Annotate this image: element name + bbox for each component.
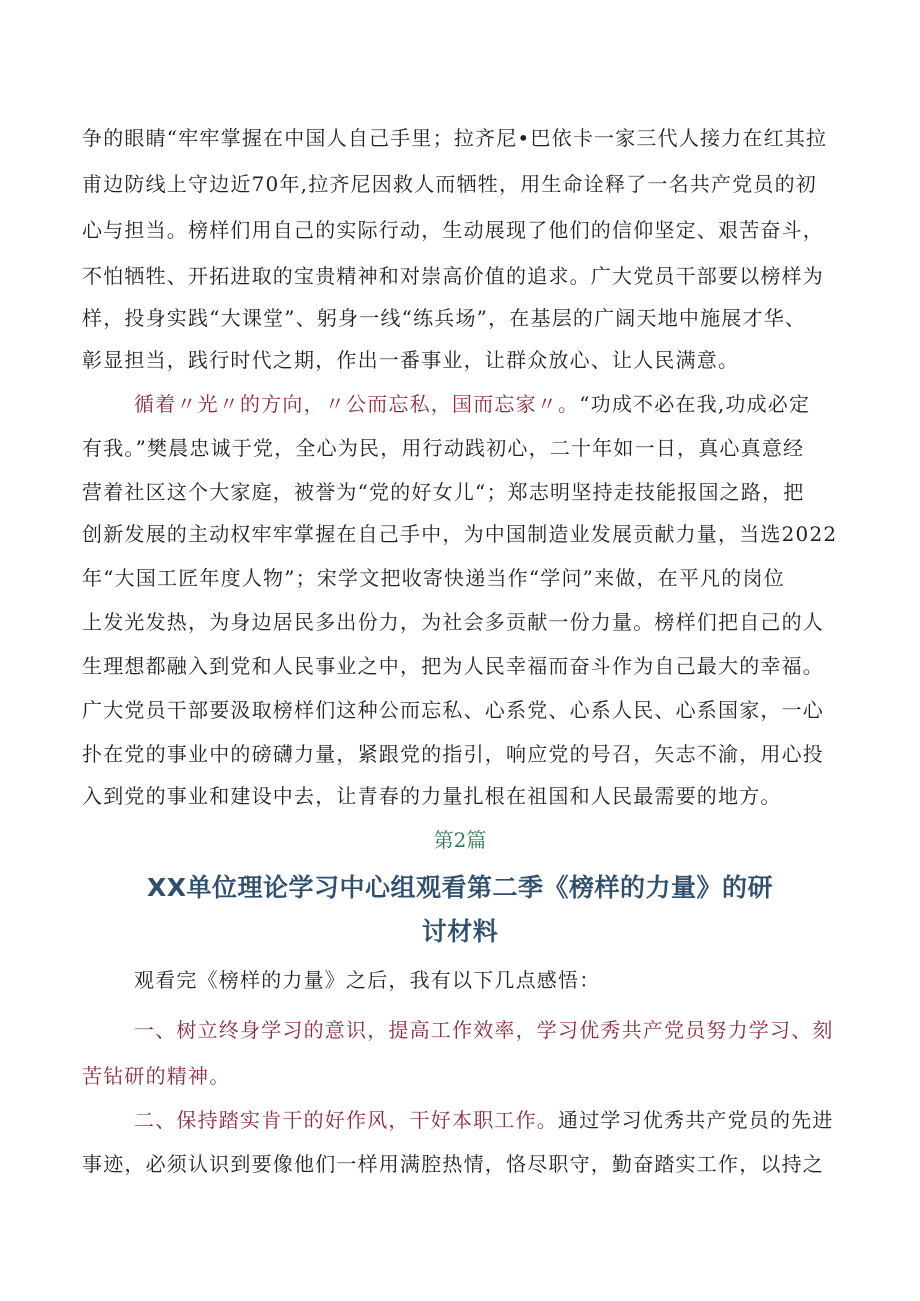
paragraph2-first-line [134, 390, 810, 418]
paragraph-line: 生理想都融入到党和人民事业之中，把为人民幸福而奋斗作为自己最大的幸福。 [82, 654, 824, 678]
paragraph-line: 心与担当。榜样们用自己的实际行动，生动展现了他们的信仰坚定、艰苦奋斗， [82, 218, 824, 242]
paragraph-line: 入到党的事业和建设中去，让青春的力量扎根在祖国和人民最需要的地方。 [82, 784, 782, 808]
paragraph-line: 样，投身实践“大课堂”、躬身一线“练兵场”，在基层的广阔天地中施展才华、 [82, 306, 807, 330]
paragraph-line: 扑在党的事业中的磅礴力量，紧跟党的指引，响应党的号召，矢志不渝，用心投 [82, 742, 824, 766]
paragraph-line: 上发光发热，为身边居民多出份力，为社会多贡献一份力量。榜样们把自己的人 [82, 610, 824, 634]
paragraph-line: 营着社区这个大家庭，被誉为“党的好女儿“；郑志明坚持走技能报国之路，把 [82, 480, 805, 504]
point1-heading-line2: 苦钻研的精神。 [82, 1064, 231, 1088]
paragraph-line: 年“大国工匠年度人物”；宋学文把收寄快递当作“学问”来做，在平凡的岗位 [82, 566, 785, 590]
point2-first-text: 通过学习优秀共产党员的先进 [558, 1108, 834, 1132]
paragraph2-heading: 循着〃光〃的方向，〃公而忘私，国而忘家〃。 [134, 392, 580, 416]
paragraph-line: 甫边防线上守边近70年,拉齐尼因救人而牺牲，用生命诠释了一名共产党员的初 [82, 172, 818, 196]
point2-heading: 二、保持踏实肯干的好作风，干好本职工作。 [134, 1108, 558, 1132]
paragraph-line: 彰显担当，践行时代之期，作出一番事业，让群众放心、让人民满意。 [82, 348, 740, 372]
document-title-line1: XX单位理论学习中心组观看第二季《榜样的力量》的研 [146, 873, 774, 902]
paragraph-line: 争的眼睛“牢牢掌握在中国人自己手里；拉齐尼•巴依卡一家三代人接力在红其拉 [82, 126, 828, 150]
point2-first-line [134, 1106, 834, 1134]
paragraph-line: 有我。”樊晨忠诚于党，全心为民，用行动践初心，二十年如一日，真心真意经 [82, 436, 805, 460]
section-label: 第2篇 [433, 828, 487, 852]
paragraph-line: 广大党员干部要汲取榜样们这种公而忘私、心系党、心系人民、心系国家，一心 [82, 698, 824, 722]
paragraph-line: 不怕牺牲、开拓进取的宝贵精神和对崇高价值的追求。广大党员干部要以榜样为 [82, 264, 824, 288]
document-title-line2: 讨材料 [421, 917, 499, 946]
point1-heading-line1: 一、树立终身学习的意识，提高工作效率，学习优秀共产党员努力学习、刻 [134, 1018, 834, 1042]
intro-line: 观看完《榜样的力量》之后，我有以下几点感悟： [134, 968, 601, 992]
paragraph2-first-text: “功成不必在我,功成必定 [579, 392, 811, 416]
paragraph-line: 事迹，必须认识到要像他们一样用满腔热情，恪尽职守，勤奋踏实工作，以持之 [82, 1152, 824, 1176]
paragraph-line: 创新发展的主动权牢牢掌握在自己手中，为中国制造业发展贡献力量，当选2022 [82, 522, 838, 546]
